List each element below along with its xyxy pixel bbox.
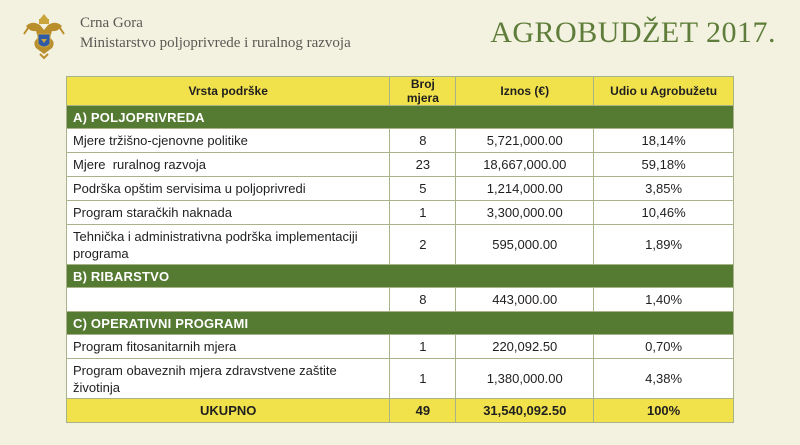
section-label: C) OPERATIVNI PROGRAMI (67, 312, 734, 335)
total-amount: 31,540,092.50 (456, 399, 594, 423)
row-share: 0,70% (594, 335, 734, 359)
row-name: Mjere tržišno-cjenovne politike (67, 129, 390, 153)
total-share: 100% (594, 399, 734, 423)
row-name: Program staračkih naknada (67, 201, 390, 225)
ministry-name: Ministarstvo poljoprivrede i ruralnog razvoja (80, 35, 351, 51)
row-name (67, 288, 390, 312)
coat-of-arms-icon (22, 10, 66, 60)
section-row-agriculture (67, 106, 734, 129)
row-name: Program obaveznih mjera zdravstvene zaštite životinja (67, 359, 390, 399)
table-row (67, 129, 734, 153)
total-label: UKUPNO (67, 399, 390, 423)
row-share: 1,89% (594, 225, 734, 265)
row-count: 23 (390, 153, 456, 177)
column-header-amount: Iznos (€) (456, 77, 594, 106)
column-header-count: Broj mjera (390, 77, 456, 106)
row-name: Podrška opštim servisima u poljoprivredi (67, 177, 390, 201)
table-header-row (67, 77, 734, 106)
row-share: 1,40% (594, 288, 734, 312)
page-title: AGROBUDŽET 2017. (490, 16, 776, 49)
total-count: 49 (390, 399, 456, 423)
section-row-operational-programs (67, 312, 734, 335)
row-count: 8 (390, 288, 456, 312)
column-header-type: Vrsta podrške (67, 77, 390, 106)
section-label: B) RIBARSTVO (67, 265, 734, 288)
row-name: Mjere ruralnog razvoja (67, 153, 390, 177)
row-amount: 18,667,000.00 (456, 153, 594, 177)
row-share: 4,38% (594, 359, 734, 399)
row-share: 18,14% (594, 129, 734, 153)
table-row (67, 288, 734, 312)
row-name: Program fitosanitarnih mjera (67, 335, 390, 359)
header (0, 0, 800, 66)
section-label: A) POLJOPRIVREDA (67, 106, 734, 129)
row-name: Tehnička i administrativna podrška implementaciji programa (67, 225, 390, 265)
row-amount: 3,300,000.00 (456, 201, 594, 225)
row-amount: 595,000.00 (456, 225, 594, 265)
row-share: 59,18% (594, 153, 734, 177)
row-count: 1 (390, 335, 456, 359)
row-count: 5 (390, 177, 456, 201)
row-count: 8 (390, 129, 456, 153)
row-amount: 443,000.00 (456, 288, 594, 312)
row-count: 1 (390, 201, 456, 225)
row-amount: 1,214,000.00 (456, 177, 594, 201)
table-row (67, 201, 734, 225)
budget-table (66, 76, 734, 423)
table-row (67, 225, 734, 265)
total-row (67, 399, 734, 423)
government-name: Crna Gora (80, 15, 143, 31)
table-row (67, 359, 734, 399)
table-row (67, 153, 734, 177)
table-row (67, 335, 734, 359)
row-amount: 1,380,000.00 (456, 359, 594, 399)
section-row-fisheries (67, 265, 734, 288)
row-amount: 5,721,000.00 (456, 129, 594, 153)
row-amount: 220,092.50 (456, 335, 594, 359)
table-row (67, 177, 734, 201)
column-header-share: Udio u Agrobužetu (594, 77, 734, 106)
row-count: 2 (390, 225, 456, 265)
row-share: 10,46% (594, 201, 734, 225)
row-count: 1 (390, 359, 456, 399)
row-share: 3,85% (594, 177, 734, 201)
